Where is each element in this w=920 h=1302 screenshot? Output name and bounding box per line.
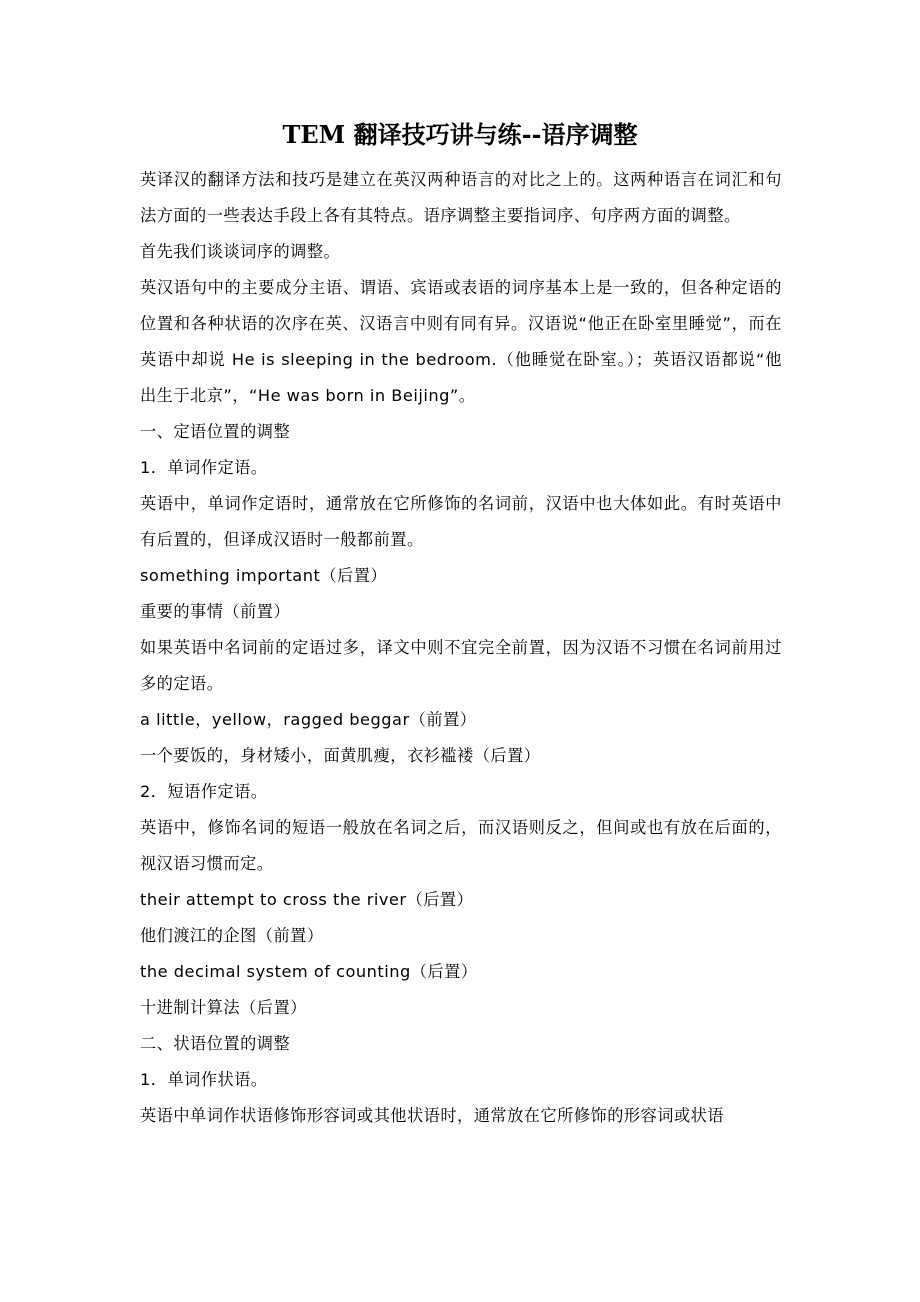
example-chinese-1: 重要的事情（前置） (140, 602, 291, 621)
example-chinese-4: 十进制计算法（后置） (140, 998, 307, 1017)
paragraph-intro: 英译汉的翻译方法和技巧是建立在英汉两种语言的对比之上的。这两种语言在词汇和句法方面的一些表达手段上各有其特点。语序调整主要指词序、句序两方面的调整。 (140, 170, 782, 225)
example-english-4: the decimal system of counting（后置） (140, 962, 478, 981)
document-body (140, 162, 782, 1134)
example-chinese-3: 他们渡江的企图（前置） (140, 926, 324, 945)
example-english-3: their attempt to cross the river（后置） (140, 890, 474, 909)
subheading-phrase-attributive: 2．短语作定语。 (140, 782, 268, 801)
subheading-single-word-attributive: 1．单词作定语。 (140, 458, 268, 477)
example-english-1: something important（后置） (140, 566, 388, 585)
paragraph-single-word-attributive: 英语中，单词作定语时，通常放在它所修饰的名词前，汉语中也大体如此。有时英语中有后置的，但译成汉语时一般都前置。 (140, 494, 782, 549)
example-chinese-2: 一个要饭的，身材矮小，面黄肌瘦，衣衫褴褛（后置） (140, 746, 541, 765)
paragraph-too-many-attributives: 如果英语中名词前的定语过多，译文中则不宜完全前置，因为汉语不习惯在名词前用过多的定语。 (140, 638, 782, 693)
section-heading-attributive: 一、定语位置的调整 (140, 422, 291, 441)
paragraph-word-order-comparison: 英汉语句中的主要成分主语、谓语、宾语或表语的词序基本上是一致的，但各种定语的位置和各种状语的次序在英、汉语言中则有同有异。汉语说“他正在卧室里睡觉”，而在英语中却说 He is sleeping in the bedroom.（他睡觉在卧室。）；英语汉语都说“他出生于北京”，“He was born in Beijing”。 (140, 278, 782, 405)
subheading-single-word-adverbial: 1．单词作状语。 (140, 1070, 268, 1089)
example-english-2: a little，yellow，ragged beggar（前置） (140, 710, 477, 729)
document-title: TEM 翻译技巧讲与练--语序调整 (282, 120, 638, 149)
paragraph-phrase-attributive: 英语中，修饰名词的短语一般放在名词之后，而汉语则反之，但间或也有放在后面的，视汉语习惯而定。 (140, 818, 782, 873)
paragraph-single-word-adverbial: 英语中单词作状语修饰形容词或其他状语时，通常放在它所修饰的形容词或状语 (140, 1106, 725, 1125)
paragraph-word-order-intro: 首先我们谈谈词序的调整。 (140, 242, 341, 261)
section-heading-adverbial: 二、状语位置的调整 (140, 1034, 291, 1053)
